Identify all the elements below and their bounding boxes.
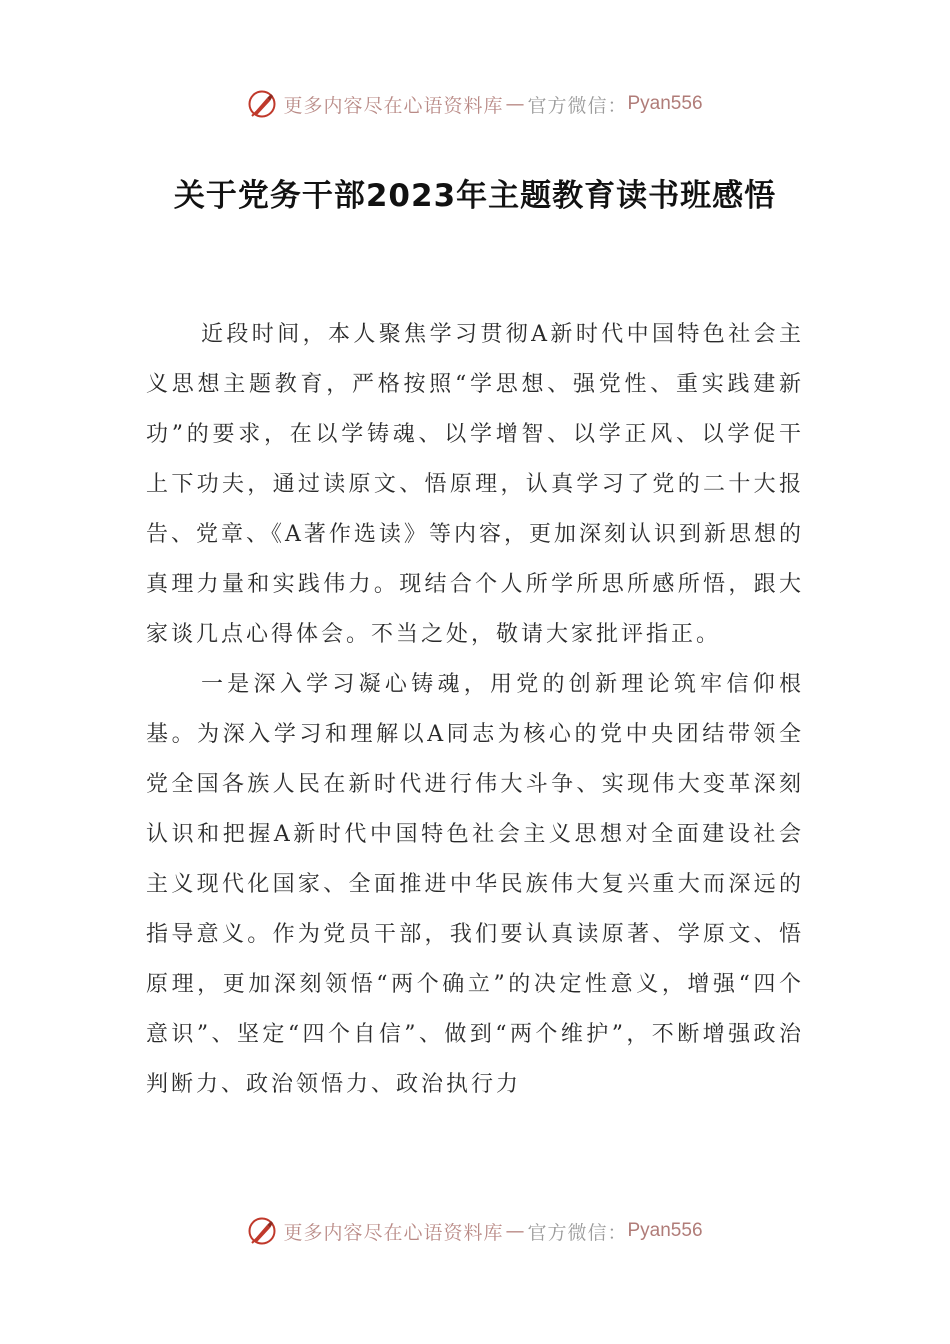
banner-dash: — xyxy=(505,93,526,115)
banner-slogan: 更多内容尽在心语资料库 xyxy=(283,1221,504,1244)
banner-official-label: 官方微信： xyxy=(527,1221,628,1244)
banner-official-label: 官方微信： xyxy=(527,94,628,117)
body-paragraph-2: 一是深入学习凝心铸魂，用党的创新理论筑牢信仰根基。为深入学习和理解以A同志为核心的党中央团结带领全党全国各族人民在新时代进行伟大斗争、实现伟大变革深刻认识和把握A新时代中国特色社会主义思想对全面建设社会主义现代化国家、全面推进中华民族伟大复兴重大而深远的指导意义。作为党员干部，我们要认真读原著、学原文、悟原理，更加深刻领悟“两个确立”的决定性意义，增强“四个意识”、坚定“四个自信”、做到“两个维护”，不断增强政治判断力、政治领悟力、政治执行力 xyxy=(146,672,804,1097)
banner-slogan: 更多内容尽在心语资料库 xyxy=(283,94,504,117)
document-title: 关于党务干部2023年主题教育读书班感悟 xyxy=(173,178,777,214)
pen-logo-icon xyxy=(247,1216,277,1246)
pen-logo-icon xyxy=(247,89,277,119)
body-paragraph-1: 近段时间，本人聚焦学习贯彻A新时代中国特色社会主义思想主题教育，严格按照“学思想、强党性、重实践建新功”的要求，在以学铸魂、以学增智、以学正风、以学促干上下功夫，通过读原文、悟原理，认真学习了党的二十大报告、党章、《A著作选读》等内容，更加深刻认识到新思想的真理力量和实践伟力。现结合个人所学所思所感所悟，跟大家谈几点心得体会。不当之处，敬请大家批评指正。 xyxy=(146,322,804,647)
document-body xyxy=(146,310,804,1110)
banner-dash: — xyxy=(505,1220,526,1242)
footer-watermark-banner xyxy=(0,1211,950,1251)
header-watermark-banner xyxy=(0,84,950,124)
banner-wechat-handle: Pyan556 xyxy=(627,93,703,114)
banner-wechat-handle: Pyan556 xyxy=(627,1220,703,1241)
